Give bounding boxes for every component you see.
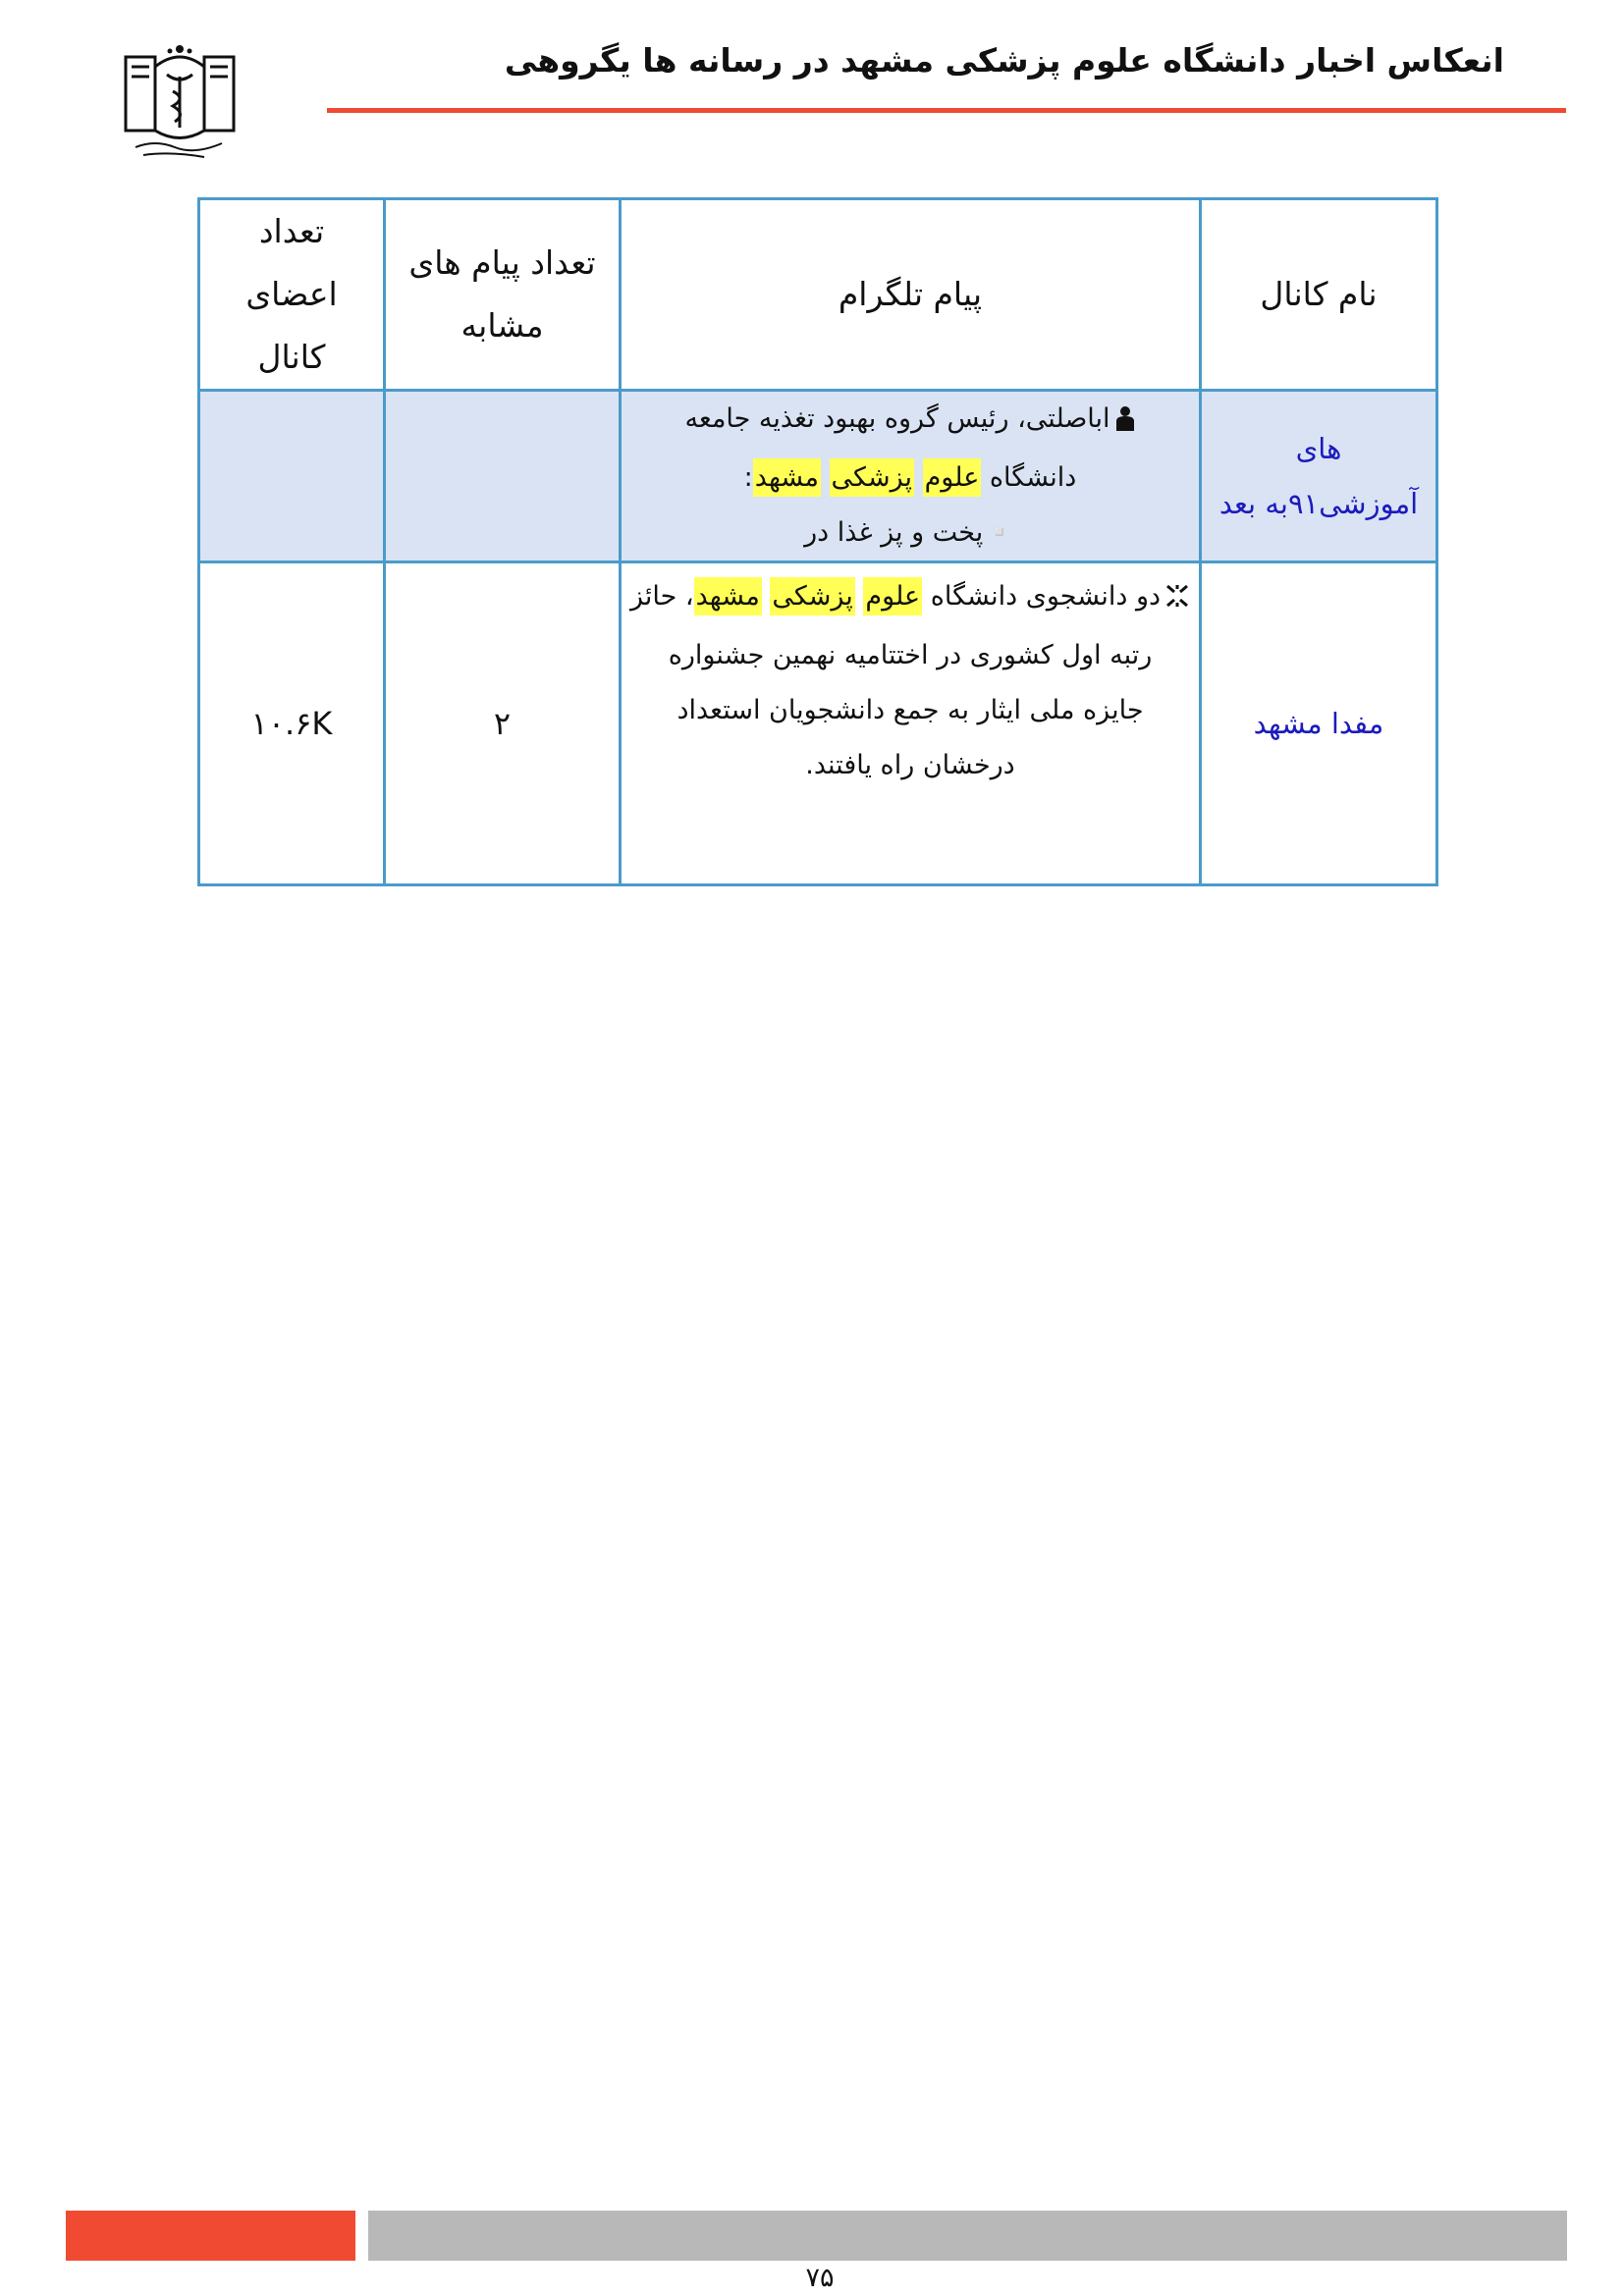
channel-name-line1: های [1295, 432, 1342, 465]
message-line2: رتبه اول کشوری در اختتامیه نهمین جشنواره [668, 640, 1153, 670]
members-count-cell: ۱۰.۶K [199, 562, 385, 885]
message-line3: ▫️پخت و پز غذا در [804, 517, 1016, 548]
highlight-mashhad: مشهد [753, 458, 821, 497]
header-rule [327, 108, 1566, 113]
footer-gray-bar [368, 2211, 1567, 2261]
message-cell [621, 391, 1201, 562]
header-channel-members [199, 199, 385, 391]
message-line4: درخشان راه یافتند. [805, 750, 1015, 780]
page-number: ۷۵ [805, 2263, 835, 2293]
members-count-cell [199, 391, 385, 562]
header-similar-messages [385, 199, 621, 391]
similar-count-cell: ۲ [385, 562, 621, 885]
sparkle-icon [1164, 573, 1190, 628]
table-row [199, 391, 1437, 562]
university-seal-icon [116, 37, 244, 163]
page-header-title: انعکاس اخبار دانشگاه علوم پزشکی مشهد در رسانه ها یگروهی [504, 41, 1504, 80]
person-icon [1114, 396, 1136, 451]
header-channel-name: نام کانال [1201, 199, 1437, 391]
channel-name-cell: مفدا مشهد [1201, 562, 1437, 885]
message-line3: جایزه ملی ایثار به جمع دانشجویان استعداد [677, 695, 1144, 725]
message-line1-pre: دو دانشجوی دانشگاه [930, 581, 1162, 612]
channel-name-line2: آموزشی۹۱به بعد [1218, 487, 1419, 520]
header-members-line2: کانال [257, 338, 326, 376]
header-members-line1: تعداد اعضای [245, 212, 338, 313]
highlight-pezeshki: پزشکی [770, 577, 854, 615]
highlight-olum: علوم [923, 458, 982, 497]
channel-name-cell [1201, 391, 1437, 562]
table-row [199, 562, 1437, 885]
telegram-news-table [197, 197, 1438, 886]
highlight-pezeshki: پزشکی [830, 458, 914, 497]
header-similar-line1: تعداد پیام های [408, 243, 596, 282]
message-line1-post: ، حائز [629, 581, 694, 612]
header-similar-line2: مشابه [460, 306, 544, 345]
header-telegram-message: پیام تلگرام [621, 199, 1201, 391]
message-cell [621, 562, 1201, 885]
message-line2-pre: دانشگاه [989, 462, 1077, 493]
message-line1: اباصلتی، رئیس گروه بهبود تغذیه جامعه [684, 403, 1110, 434]
similar-count-cell [385, 391, 621, 562]
highlight-olum: علوم [863, 577, 922, 615]
message-line2-post: : [743, 462, 753, 493]
footer-accent-bar [66, 2211, 355, 2261]
highlight-mashhad: مشهد [694, 577, 762, 615]
table-header-row [199, 199, 1437, 391]
